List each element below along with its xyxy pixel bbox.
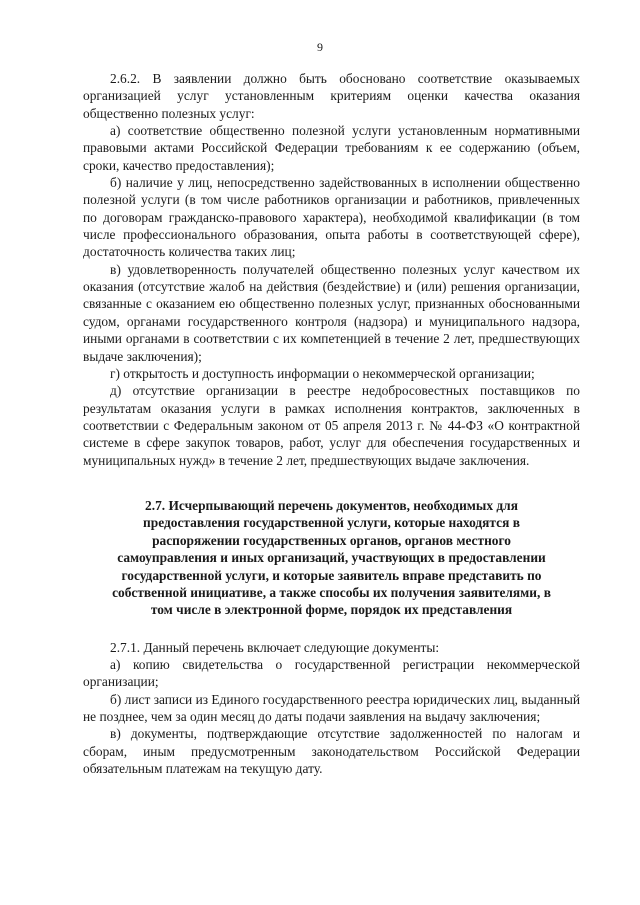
list-item-a-service-compliance: а) соответствие общественно полезной услуги установленным нормативными правовыми актами Российской Федерации требованиям к ее содержанию (объем, сроки, качество предоставления); <box>83 123 580 173</box>
list-item-a-registration-certificate: а) копию свидетельства о государственной регистрации некоммерческой организации; <box>83 657 580 690</box>
section-2-7-heading: 2.7. Исчерпывающий перечень документов, необходимых для предоставления государственной услуги, которые находятся в распоряжении государственных органов, органов местного самоуправления и иных организаций, участвующих в предоставлении государственной услуги, и которые заявитель вправе представить по собственной инициативе, а также способы их получения заявителями, в том числе в электронной форме, порядок их представления <box>112 497 551 618</box>
section-2-6 <box>83 70 580 469</box>
section-2-7 <box>83 639 580 778</box>
page-number: 9 <box>317 40 323 54</box>
list-item-v-no-debt-documents: в) документы, подтверждающие отсутствие задолженностей по налогам и сборам, иным предусмотренным законодательством Российской Федерации обязательным платежам на текущую дату. <box>83 726 580 777</box>
list-item-v-recipient-satisfaction: в) удовлетворенность получателей общественно полезных услуг качеством их оказания (отсутствие жалоб на действия (бездействие) и (или) решения организации, связанные с оказанием ею общественно полезных услуг, признанных обоснованными судом, органами государственного контроля (надзора) и муниципального надзора, иными органами в соответствии с их компетенцией в течение 2 лет, предшествующих выдаче заключения); <box>83 261 580 364</box>
list-item-b-staff-qualification: б) наличие у лиц, непосредственно задействованных в исполнении общественно полезной услуги (в том числе работников организации и работников, привлеченных по договорам гражданско-правового характера), необходимой квалификации (в том числе профессионального образования, опыта работы в соответствующей сфере), достаточность количества таких лиц; <box>83 175 580 260</box>
section-2-7-heading-wrap <box>83 497 580 619</box>
page-content <box>83 70 580 778</box>
list-item-g-openness: г) открытость и доступность информации о некоммерческой организации; <box>110 365 535 381</box>
list-item-d-supplier-registry: д) отсутствие организации в реестре недобросовестных поставщиков по результатам оказания услуги в рамках исполнения контрактов, заключенных в соответствии с Федеральным законом от 05 апреля 2013 г. № 44-ФЗ «О контрактной системе в сфере закупок товаров, работ, услуг для обеспечения государственных и муниципальных нужд» в течение 2 лет, предшествующих выдаче заключения. <box>83 383 580 468</box>
paragraph-2-7-1-intro: 2.7.1. Данный перечень включает следующие документы: <box>110 639 440 655</box>
list-item-b-registry-extract: б) лист записи из Единого государственного реестра юридических лиц, выданный не позднее, чем за один месяц до даты подачи заявления на выдачу заключения; <box>83 691 580 725</box>
paragraph-2-6-2-intro: 2.6.2. В заявлении должно быть обосновано соответствие оказываемых организацией услуг установленным критериям оценки качества оказания общественно полезных услуг: <box>83 71 580 121</box>
